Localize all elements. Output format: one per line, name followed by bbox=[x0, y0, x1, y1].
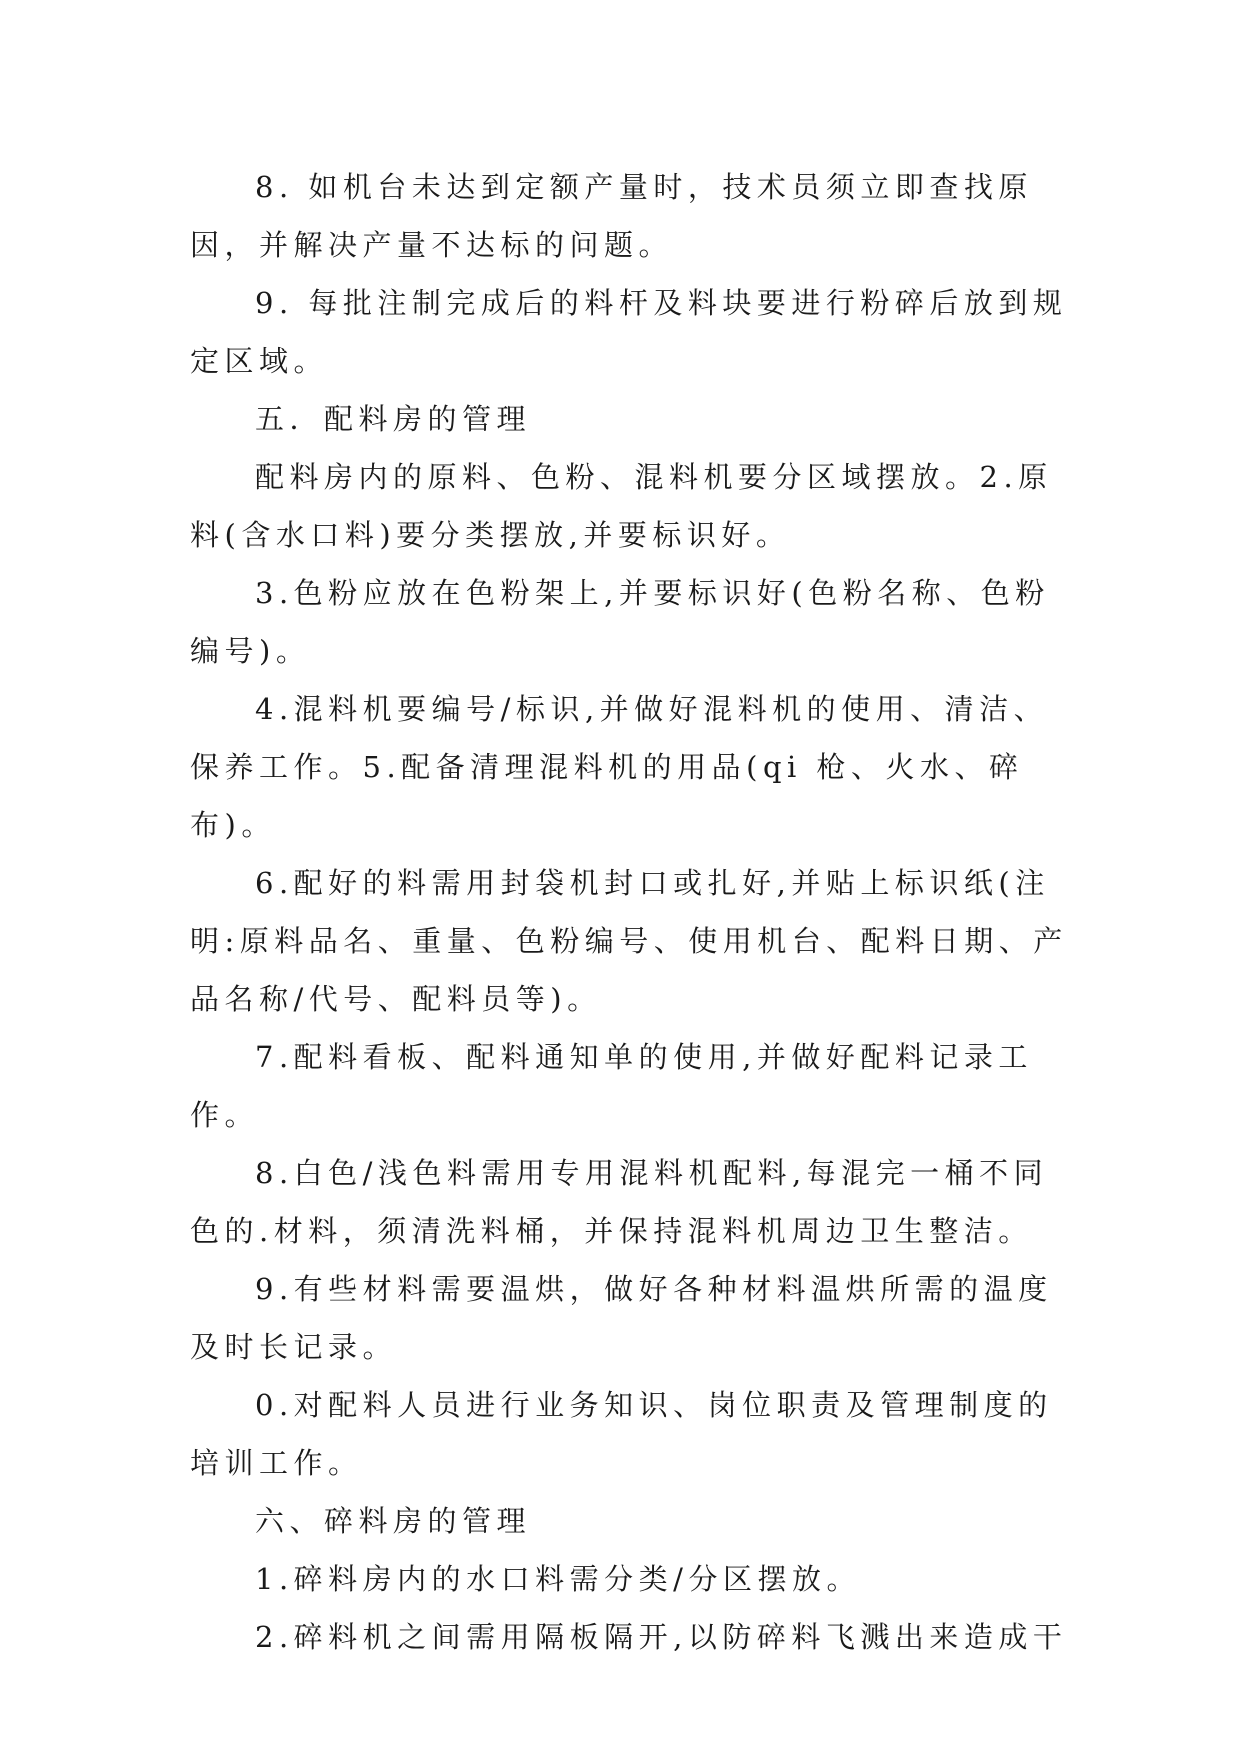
paragraph-item-3-color-powder: 3.色粉应放在色粉架上,并要标识好(色粉名称、色粉编号)。 bbox=[190, 576, 1050, 668]
paragraph-item-7-board: 7.配料看板、配料通知单的使用,并做好配料记录工作。 bbox=[190, 1040, 1033, 1132]
paragraph-item-6-sealing: 6.配好的料需用封袋机封口或扎好,并贴上标识纸(注明:原料品名、重量、色粉编号、使用机台、配料日期、产品名称/代号、配料员等)。 bbox=[190, 866, 1068, 1016]
paragraph-item-9-drying: 9.有些材料需要温烘，做好各种材料温烘所需的温度及时长记录。 bbox=[190, 1272, 1053, 1364]
paragraph-item-9-crushing: 9. 每批注制完成后的料杆及料块要进行粉碎后放到规定区域。 bbox=[190, 286, 1068, 378]
section-heading-5: 五．配料房的管理 bbox=[255, 402, 532, 436]
paragraph-mixing-room-intro: 配料房内的原料、色粉、混料机要分区域摆放。2.原料(含水口料)要分类摆放,并要标识好。 bbox=[190, 460, 1053, 552]
document-body bbox=[190, 158, 1068, 1666]
paragraph-item-8-quota: 8. 如机台未达到定额产量时，技术员须立即查找原因，并解决产量不达标的问题。 bbox=[190, 170, 1033, 262]
paragraph-item-2-partition: 2.碎料机之间需用隔板隔开,以防碎料飞溅出来造成干 bbox=[255, 1620, 1068, 1654]
paragraph-item-8-white-material: 8.白色/浅色料需用专用混料机配料,每混完一桶不同色的.材料，须清洗料桶，并保持混料机周边卫生整洁。 bbox=[190, 1156, 1049, 1248]
section-heading-6: 六、碎料房的管理 bbox=[255, 1504, 532, 1538]
paragraph-item-10-training: 0.对配料人员进行业务知识、岗位职责及管理制度的培训工作。 bbox=[190, 1388, 1053, 1480]
paragraph-item-1-runner: 1.碎料房内的水口料需分类/分区摆放。 bbox=[255, 1562, 861, 1596]
paragraph-item-4-mixer: 4.混料机要编号/标识,并做好混料机的使用、清洁、保养工作。5.配备清理混料机的用品(qi 枪、火水、碎布)。 bbox=[190, 692, 1049, 842]
